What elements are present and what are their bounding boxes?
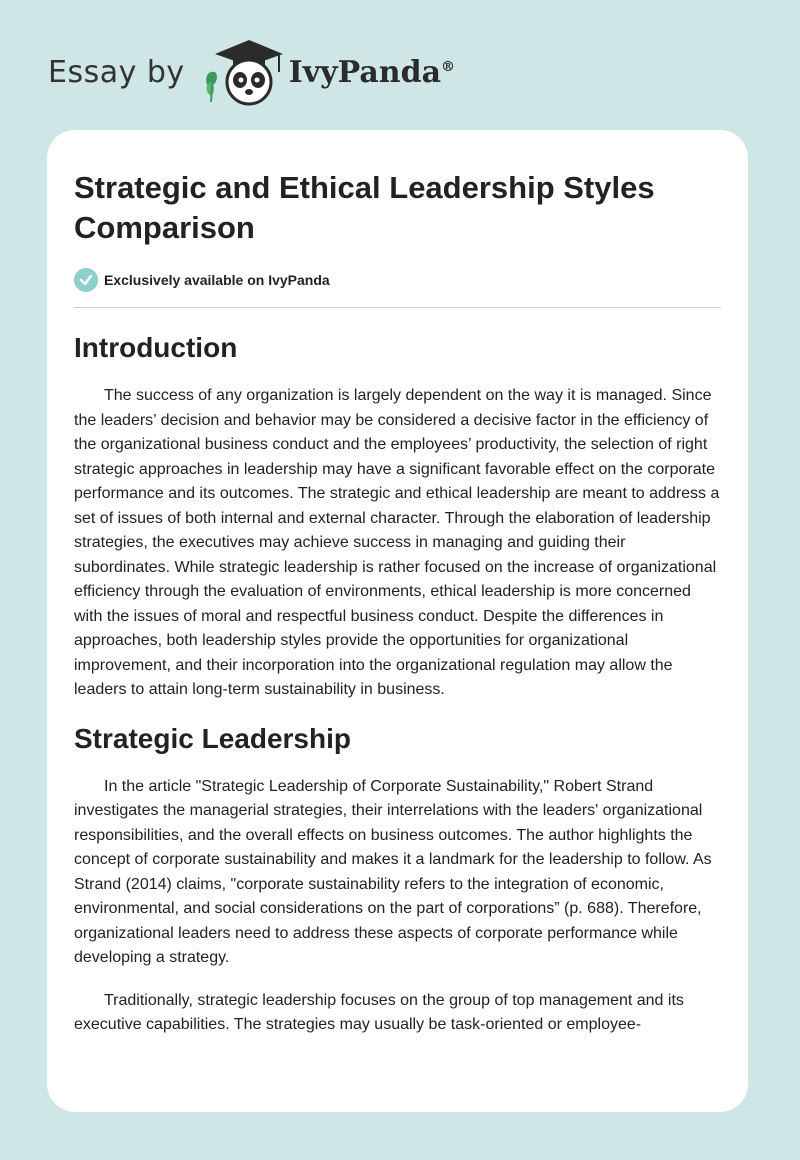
section-heading: Strategic Leadership xyxy=(74,722,351,754)
check-icon xyxy=(74,268,98,292)
panda-logo-icon[interactable] xyxy=(199,36,285,108)
section-heading: Introduction xyxy=(74,332,238,363)
essay-by-label: Essay by xyxy=(48,54,185,90)
article-title: Strategic and Ethical Leadership Styles Comparison xyxy=(74,170,655,245)
section-strategic-leadership xyxy=(74,721,721,1038)
site-header xyxy=(48,36,455,108)
brand-name[interactable]: IvyPanda® xyxy=(288,54,456,90)
title-divider xyxy=(74,307,721,308)
exclusive-badge-label: Exclusively available on IvyPanda xyxy=(104,272,330,288)
paragraph: In the article "Strategic Leadership of Corporate Sustainability," Robert Strand investigates the managerial strategies, their interrelations with the leaders' organizational responsibilities, and the overall effects on business outcomes. The author highlights the concept of corporate sustainability and makes it a landmark for the leadership to follow. As Strand (2014) claims, "corporate sustainability refers to the integration of economic, environmental, and social considerations on the part of corporations” (p. 688). Therefore, organizational leaders need to address these aspects of corporate performance while developing a strategy. xyxy=(74,777,712,966)
paragraph: Traditionally, strategic leadership focuses on the group of top management and its executive capabilities. The strategies may usually be task-oriented or employee- xyxy=(74,991,684,1033)
paragraph: The success of any organization is largely dependent on the way it is managed. Since the leaders’ decision and behavior may be considered a decisive factor in the efficiency of the organizational business conduct and the employees’ productivity, the selection of right strategic approaches in leadership may have a significant favorable effect on the corporate performance and its outcomes. The strategic and ethical leadership are meant to address a set of issues of both internal and external character. Through the elaboration of leadership strategies, the executives may achieve success in managing and guiding their subordinates. While strategic leadership is rather focused on the increase of organizational efficiency through the evaluation of environments, ethical leadership is more concerned with the issues of moral and respectful business conduct. Despite the differences in approaches, both leadership styles provide the opportunities for organizational improvement, and their incorporation into the organizational regulation may allow the leaders to attain long-term sustainability in business. xyxy=(74,387,720,698)
article-card xyxy=(47,130,748,1112)
exclusive-badge xyxy=(74,268,721,292)
section-introduction xyxy=(74,330,721,703)
